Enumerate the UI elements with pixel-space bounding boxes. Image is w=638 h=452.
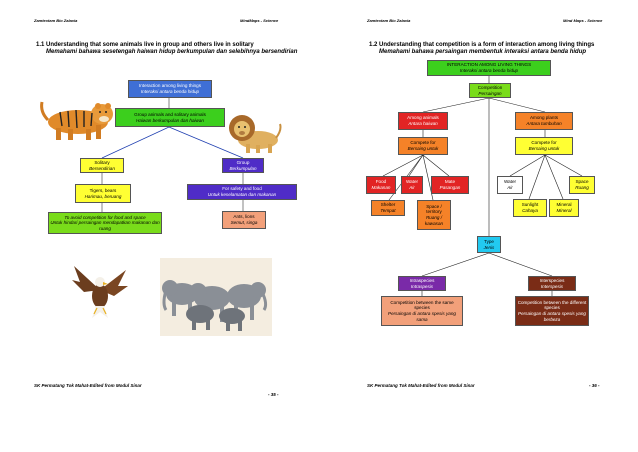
inter-desc-en: Competition between the different species [517,299,587,311]
heading-english: 1.2 Understanding that competition is a form of interaction among living things [369,42,595,48]
intraspecies-ms: Intraspesis [410,283,434,289]
elephants-image [160,258,272,336]
compete-plants-ms: Bersaing untuk [528,146,560,151]
type-ms: Jenis [483,244,495,250]
intra-desc-en: Competition between the same species [390,299,454,311]
competition-en: Competition [477,84,503,90]
group-en: Group [236,159,250,165]
mate-node [431,176,469,194]
footer-left: SK Permatang Tok Mahat-Edited from Modul Sinar [367,383,475,388]
interspecies-description [515,296,589,326]
eagle-image [70,260,130,322]
shelter-ms: Tempat [380,208,396,213]
root-en: INTERACTION AMONG LIVING THINGS [446,62,532,68]
mineral-ms: Mineral [556,208,572,213]
avoid-ms: Untuk hindari persaingan mendapatkan makanan dan ruang [50,220,160,231]
space-animals-en: Space / territory [426,203,442,215]
interspecies-ms: Interspesis [540,283,564,289]
intraspecies-en: Intraspecies [409,277,435,283]
food-en: Food [375,179,387,185]
root-ms: Interaksi antara benda hidup [140,89,200,94]
tigers-node [75,184,131,203]
food-node [366,176,396,194]
heading-english: 1.1 Understanding that some animals live in group and others live in solitary [36,42,254,48]
safety-ms: Untuk keselamatan dan makanan [207,192,277,197]
tigers-ms: Harimau, beruang [84,193,122,199]
inter-desc-ms: Persaingan di antara spesis yang berbeza [518,311,586,322]
type-node [477,236,501,253]
sunlight-node [513,199,547,217]
header-left: Zamtextam Bio Zalaxia [367,18,411,23]
water-animals-ms: Air [409,185,415,190]
sunlight-en: Sunlight [521,202,539,208]
intraspecies-description [381,296,463,326]
interspecies-en: Interspecies [539,277,565,283]
among-animals-node [398,112,448,130]
footer-left: SK Permatang Tok Mahat-Edited from Modul Sinar [34,383,142,388]
compete-animals-node [398,137,448,155]
solitary-ms: Bersendirian [89,165,115,171]
space-plants-ms: Ruang [575,185,589,190]
group-solitary-node [115,108,225,127]
root-node [128,80,212,98]
heading-malay: Memahami bahawa persaingan membentuk interaksi antara benda hidup [379,49,587,55]
compete-animals-en: Compete for [410,140,436,146]
sunlight-ms: Cahaya [522,208,538,213]
water-animals-en: Water [405,179,419,185]
ants-node [222,211,266,229]
tiger-image [38,92,116,142]
food-ms: Makanan [371,185,391,190]
group-node [222,158,264,173]
compete-animals-ms: Bersaing untuk [407,146,439,151]
mineral-node [549,199,579,217]
safety-node [187,184,297,200]
ants-ms: Semut, singa [230,220,258,225]
mate-ms: Pasangan [439,185,461,190]
root-node [427,60,551,76]
compete-plants-en: Compete for [531,140,557,146]
header-right: Mind Maps - Science [563,18,603,23]
tigers-en: Tigers, bears [89,187,117,193]
among-plants-ms: Antara tumbuhan [526,121,562,126]
lion-image [226,110,282,154]
group-node-ms: Haiwan berkumpulan dan haiwan [136,117,204,123]
among-plants-en: Among plants [529,115,559,121]
space-animals-ms: Ruang / kawasan [424,215,444,226]
footer-page-number: - 36 - [589,383,600,388]
water-plants-en: Water [503,179,517,185]
mate-en: Mate [444,179,456,185]
space-plants-node [569,176,595,194]
root-en: Interaction among living things [138,83,202,89]
heading-malay: Memahami bahawa sesetengah haiwan hidup berkumpulan dan selebihnya bersendirian [46,49,298,55]
water-plants-ms: Air [507,185,513,190]
footer-page-number: - 35 - [268,392,279,397]
page-36 [319,0,638,452]
mineral-en: Mineral [556,202,572,208]
shelter-node [371,200,405,216]
ants-en: Ants, lions [233,214,255,220]
root-ms: Interaksi antara benda hidup [459,68,519,73]
compete-plants-node [515,137,573,155]
shelter-en: Shelter [380,202,396,208]
solitary-en: Solitary [94,159,110,165]
avoid-competition-node [48,212,162,234]
group-node-en: Group animals and solitary animals [134,111,206,117]
header-left: Zamtextam Bio Zalaxia [34,18,78,23]
intraspecies-node [398,276,446,291]
type-en: Type [484,238,494,244]
header-right: MindMaps - Science [240,18,279,23]
water-plants-node [497,176,523,194]
interspecies-node [528,276,576,291]
intra-desc-ms: Persaingan di antara spesis yang sama [388,311,456,322]
among-animals-ms: Antara haiwan [408,121,438,126]
space-animals-node [417,200,451,230]
safety-en: For safety and food [222,186,262,192]
solitary-node [80,158,124,173]
among-animals-en: Among animals [407,115,439,121]
competition-node [469,83,511,98]
avoid-en: To avoid competition for food and space [64,214,146,220]
space-plants-en: Space [575,179,589,185]
water-animals-node [401,176,423,194]
among-plants-node [515,112,573,130]
group-ms: Berkumpulan [229,165,257,171]
competition-ms: Persaingan [478,90,502,96]
